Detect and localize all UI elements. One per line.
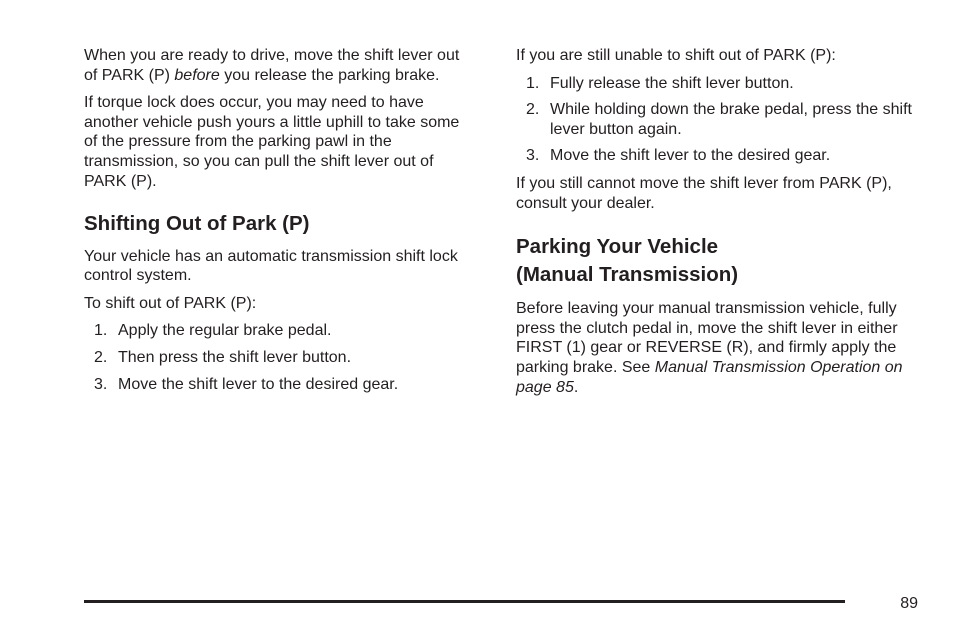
step-text: Apply the regular brake pedal.: [118, 322, 332, 340]
step-number: 1.: [94, 322, 108, 340]
manual-transmission-text: Before leaving your manual transmission vehicle, fully press the clutch pedal in, move the shift lever in either FIRST (1) gear or REVERSE (R), and firmly apply the parking brake. See: [516, 300, 898, 376]
step-number: 3.: [526, 147, 540, 165]
step-number: 2.: [526, 101, 540, 119]
manual-transmission-paragraph: [516, 299, 916, 397]
step-number: 3.: [94, 375, 108, 393]
step-number: 1.: [526, 74, 540, 92]
heading-line-2: (Manual Transmission): [516, 262, 739, 286]
still-unable-paragraph: If you are still unable to shift out of PARK (P):: [516, 47, 836, 64]
torque-lock-paragraph: If torque lock does occur, you may need to have another vehicle push yours a little uphill to take some of the pressure from the parking pawl in the transmission, so you can pull the shift lever out of PARK (P).: [84, 94, 460, 190]
left-column: [84, 46, 476, 402]
cross-reference: Manual Transmission Operation on page 85: [516, 358, 903, 396]
list-item: [516, 100, 916, 139]
consult-dealer-paragraph: If you still cannot move the shift lever from PARK (P), consult your dealer.: [516, 174, 892, 212]
footer-rule: [84, 600, 845, 603]
list-item: [84, 348, 476, 368]
step-text: Move the shift lever to the desired gear.: [550, 147, 831, 165]
list-item: [84, 321, 476, 341]
right-column: [516, 46, 916, 405]
step-text: While holding down the brake pedal, press the shift lever button again.: [550, 101, 912, 138]
shift-lock-paragraph: Your vehicle has an automatic transmission shift lock control system.: [84, 247, 458, 285]
shift-out-steps-list: [84, 321, 476, 394]
step-text: Move the shift lever to the desired gear.: [118, 375, 399, 393]
shifting-out-of-park-heading: Shifting Out of Park (P): [84, 212, 310, 236]
ready-to-drive-text-end: you release the parking brake.: [219, 66, 440, 84]
manual-transmission-text-end: .: [573, 378, 579, 396]
step-text: Fully release the shift lever button.: [550, 74, 794, 92]
ready-to-drive-text: When you are ready to drive, move the shift lever out of PARK (P): [84, 47, 460, 84]
list-item: [516, 146, 916, 166]
list-item: [516, 74, 916, 94]
page-number: 89: [900, 595, 918, 612]
to-shift-out-paragraph: To shift out of PARK (P):: [84, 294, 257, 312]
parking-your-vehicle-heading: [516, 233, 916, 288]
ready-to-drive-emphasis: before: [174, 66, 220, 84]
list-item: [84, 375, 476, 395]
step-text: Then press the shift lever button.: [118, 349, 352, 367]
step-number: 2.: [94, 349, 108, 367]
ready-to-drive-paragraph: [84, 46, 476, 85]
still-unable-steps-list: [516, 74, 916, 166]
heading-line-1: Parking Your Vehicle: [516, 235, 719, 259]
